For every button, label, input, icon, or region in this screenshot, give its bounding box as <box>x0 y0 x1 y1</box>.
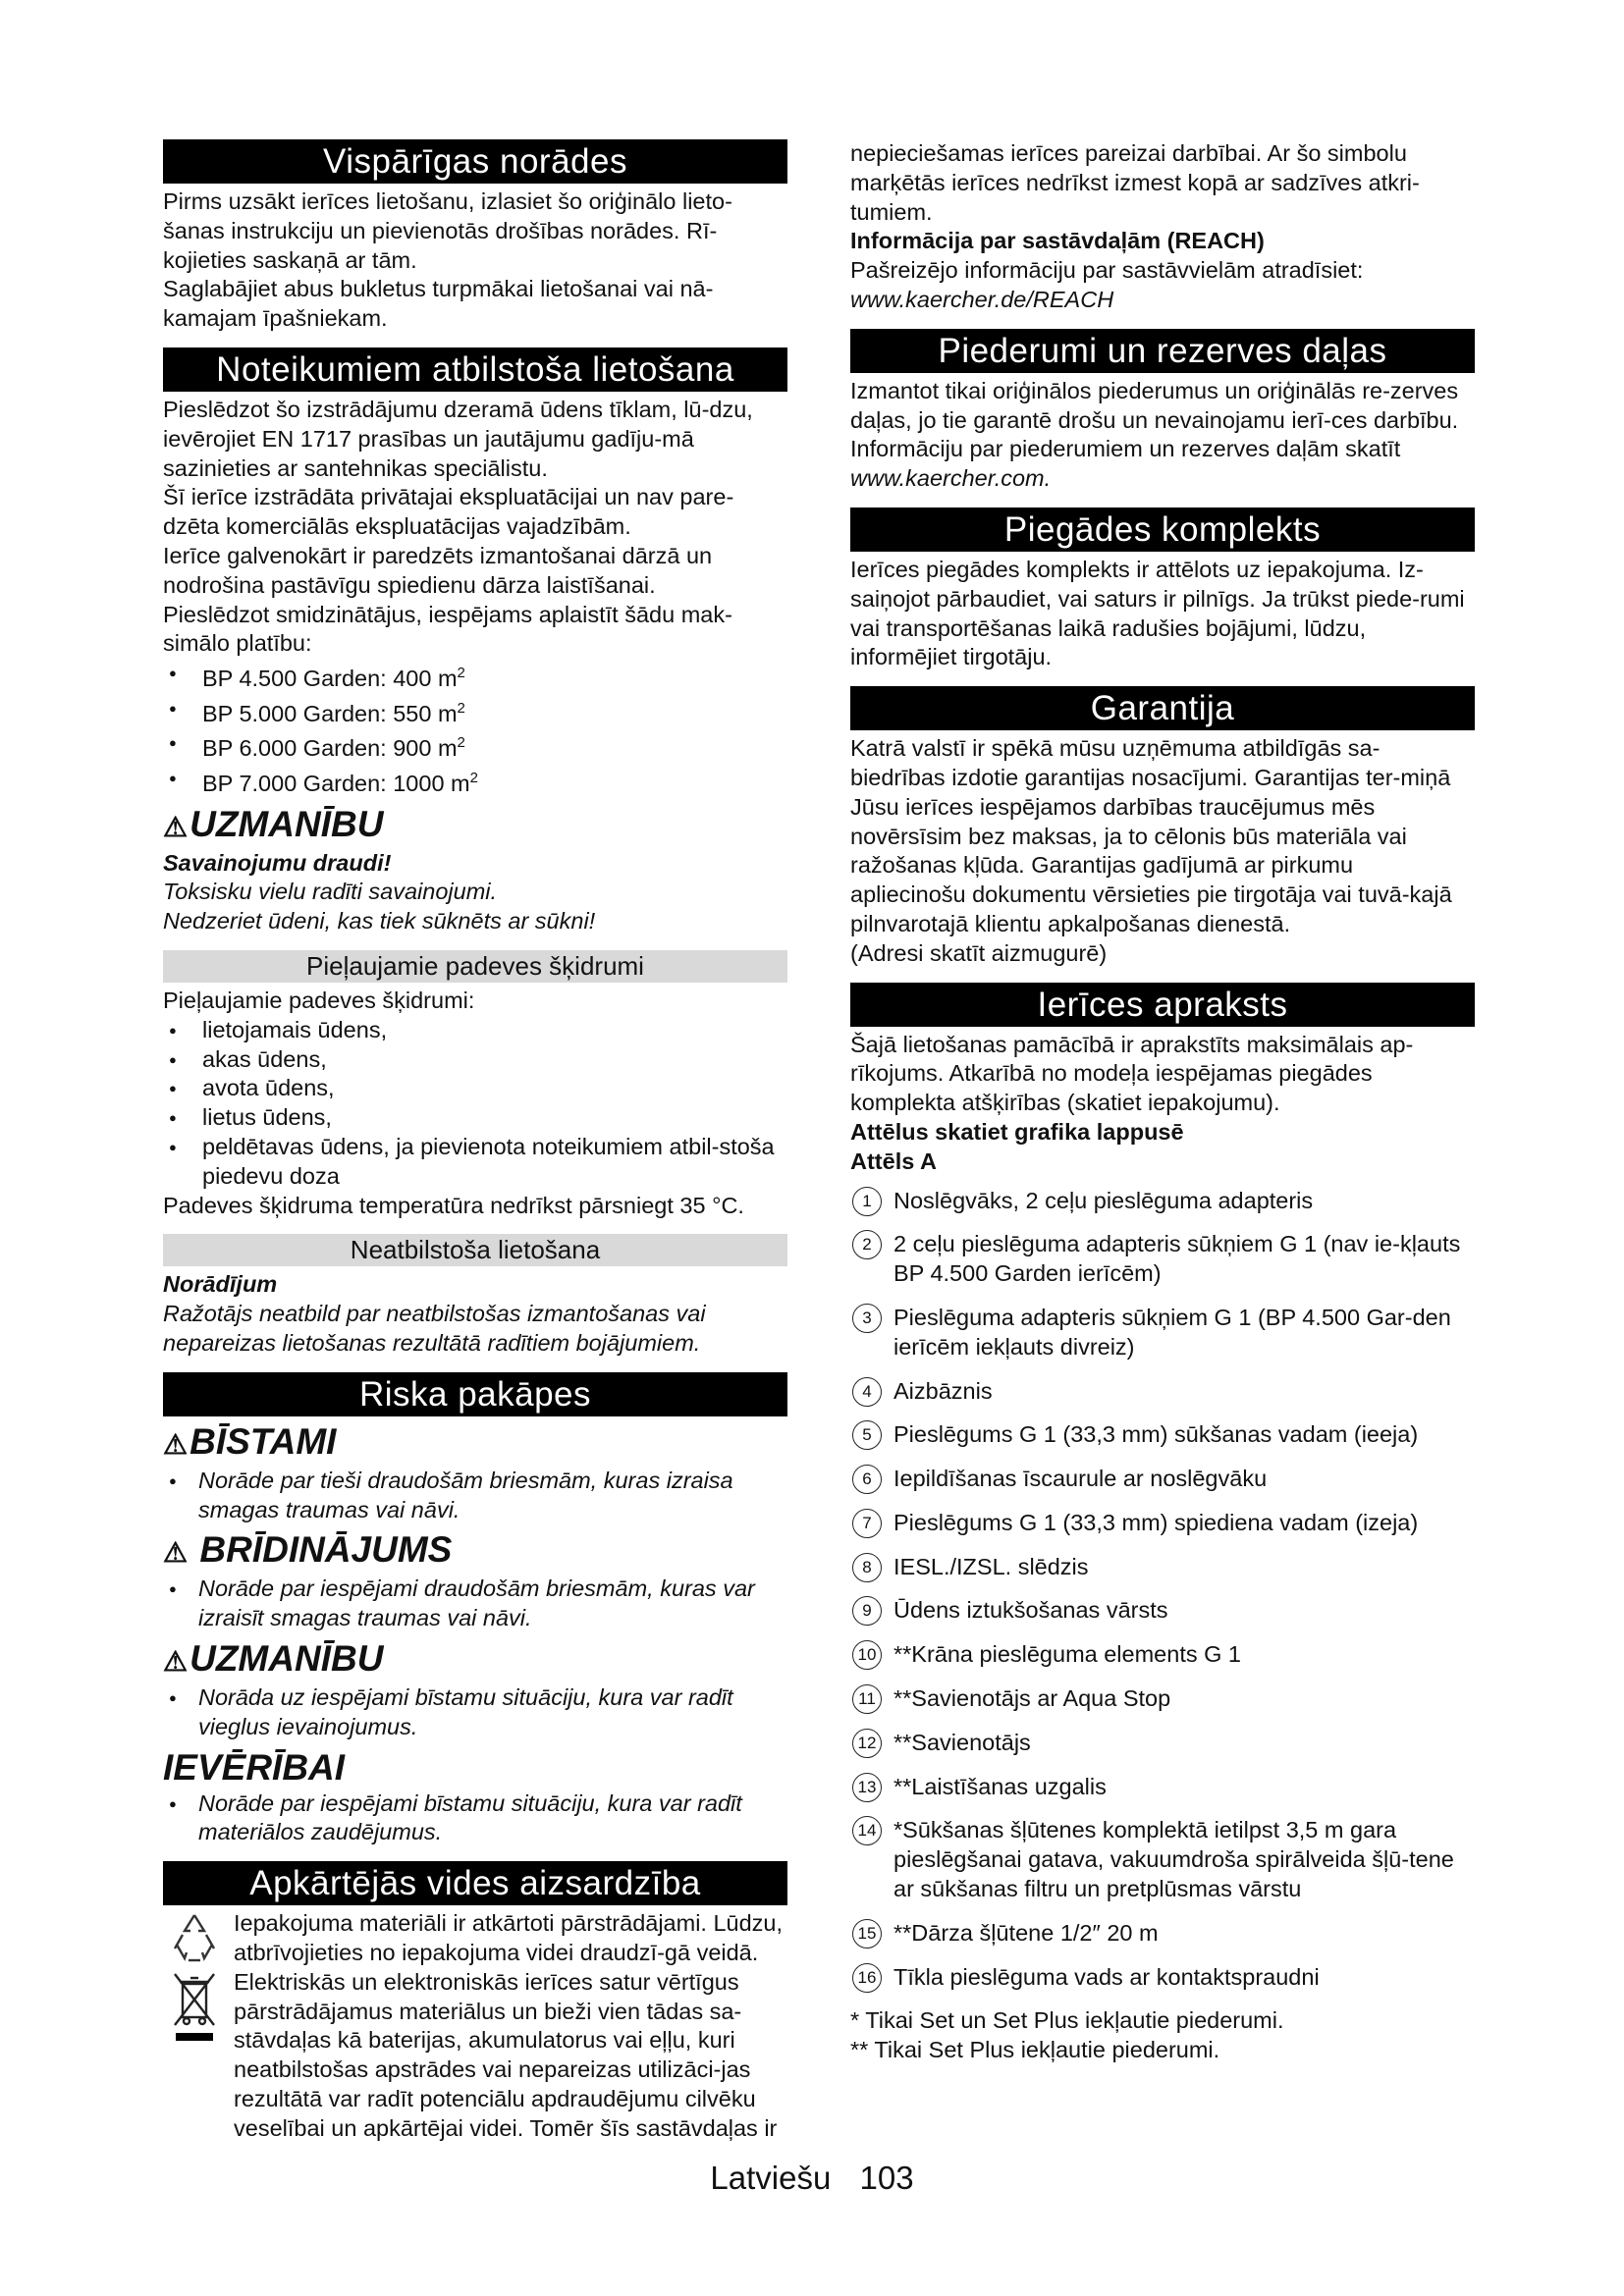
reach-url: www.kaercher.de/REACH <box>850 286 1114 312</box>
accessories-p2: Informāciju par piederumiem un rezerves daļām skatīt <box>850 436 1401 462</box>
crossed-bin-icon <box>163 1970 226 2050</box>
part-number: 7 <box>852 1509 882 1538</box>
heading-environment: Apkārtējās vides aizsardzība <box>163 1861 787 1905</box>
description-text: Šajā lietošanas pamācībā ir aprakstīts maksimālais ap-rīkojums. Atkarībā no modeļa iespējamas piegādes komplekta atšķirības (skatiet iepakojumu). <box>850 1031 1414 1116</box>
danger-label: ⚠BĪSTAMI <box>163 1420 337 1462</box>
improper-use-subtitle: Norādījum <box>163 1271 278 1298</box>
part-number: 12 <box>852 1729 882 1758</box>
list-item: 4 Aizbāznis <box>850 1377 1475 1407</box>
warning-text: ● Norāde par iespējami draudošām briesmām, kuras var izraisīt smagas traumas vai nāvi. <box>163 1575 787 1633</box>
heading-scope-of-delivery: Piegādes komplekts <box>850 507 1475 552</box>
page-number: 103 <box>859 2160 914 2196</box>
intended-use-p2: Šī ierīce izstrādāta privātajai ekspluatācijai un nav pare-dzēta komerciālās ekspluatācijas vajadzībām. <box>163 484 734 540</box>
part-number: 4 <box>852 1377 882 1407</box>
scope-text: Ierīces piegādes komplekts ir attēlots uz iepakojuma. Iz-saiņojot pārbaudiet, vai saturs ir pilnīgs. Ja trūkst piede-rumi vai transportēšanas laikā radušies bojājumi, lūdzu, informējiet tirgotāju. <box>850 556 1465 670</box>
caution-line-1: Toksisku vielu radīti savainojumi. <box>163 879 498 905</box>
env-packaging-text: Iepakojuma materiāli ir atkārtoti pārstrādājami. Lūdzu, atbrīvojieties no iepakojuma videi draudzī-gā veidā. <box>234 1910 784 1965</box>
fluids-intro: Pieļaujamie padeves šķidrumi: <box>163 988 475 1014</box>
list-item: ● avota ūdens, <box>163 1074 787 1103</box>
part-number: 2 <box>852 1230 882 1259</box>
list-item: ● akas ūdens, <box>163 1045 787 1075</box>
warning-triangle-icon: ⚠ <box>163 1428 189 1460</box>
part-number: 10 <box>852 1640 882 1670</box>
list-item: ● BP 7.000 Garden: 1000 $m^2$ <box>163 764 787 799</box>
right-column <box>850 139 1475 2065</box>
reach-text: Pašreizējo informāciju par sastāvvielām atradīsiet: <box>850 257 1364 284</box>
page-footer <box>0 2160 1624 2197</box>
part-number: 6 <box>852 1465 882 1494</box>
part-number: 15 <box>852 1919 882 1949</box>
list-item: 3 Pieslēguma adapteris sūkņiem G 1 (BP 4.500 Gar-den ierīcēm iekļauts divreiz) <box>850 1304 1475 1362</box>
warning-label: ⚠ BRĪDINĀJUMS <box>163 1529 453 1571</box>
notice-label: IEVĒRĪBAI <box>163 1746 346 1788</box>
list-item: ● lietus ūdens, <box>163 1103 787 1133</box>
fluids-temperature: Padeves šķidruma temperatūra nedrīkst pārsniegt 35 °C. <box>163 1192 744 1218</box>
figure-label: Attēls A <box>850 1148 937 1174</box>
general-notes-text: Pirms uzsākt ierīces lietošanu, izlasiet šo oriģinālo lieto-šanas instrukciju un pievienotās drošības norādes. Rī-kojieties saskaņā ar tām. <box>163 188 732 273</box>
list-item: ● BP 5.000 Garden: 550 $m^2$ <box>163 694 787 729</box>
part-number: 3 <box>852 1304 882 1333</box>
heading-device-description: Ierīces apraksts <box>850 983 1475 1027</box>
heading-improper-use: Neatbilstoša lietošana <box>163 1234 787 1266</box>
list-item: 10 **Krāna pieslēguma elements G 1 <box>850 1640 1475 1670</box>
part-number: 5 <box>852 1420 882 1450</box>
reach-title: Informācija par sastāvdaļām (REACH) <box>850 228 1265 254</box>
list-item: 5 Pieslēgums G 1 (33,3 mm) sūkšanas vadam (ieeja) <box>850 1420 1475 1450</box>
part-number: 8 <box>852 1553 882 1582</box>
caution-label: ⚠UZMANĪBU <box>163 803 384 844</box>
figure-reference: Attēlus skatiet grafika lappusē <box>850 1118 1184 1145</box>
part-number: 1 <box>852 1187 882 1216</box>
caution-label-2: ⚠UZMANĪBU <box>163 1638 384 1679</box>
left-column <box>163 139 787 2144</box>
list-item: ● BP 4.500 Garden: 400 $m^2$ <box>163 659 787 694</box>
parts-list <box>850 1187 1475 1993</box>
footer-language: Latviešu <box>710 2160 832 2196</box>
warranty-address: (Adresi skatīt aizmugurē) <box>850 939 1108 966</box>
footnote-set-plus: ** Tikai Set Plus iekļautie piederumi. <box>850 2037 1220 2063</box>
caution-text-2: ● Norāda uz iespējami bīstamu situāciju, kura var radīt vieglus ievainojumus. <box>163 1683 787 1742</box>
list-item: ● BP 6.000 Garden: 900 $m^2$ <box>163 728 787 764</box>
env-continued-text: nepieciešamas ierīces pareizai darbībai. Ar šo simbolu marķētās ierīces nedrīkst izmest kopā ar sadzīves atkri-tumiem. <box>850 140 1420 225</box>
list-item: ● peldētavas ūdens, ja pievienota noteikumiem atbil-stoša piedevu doza <box>163 1133 787 1192</box>
list-item: 15 **Dārza šļūtene 1/2″ 20 m <box>850 1919 1475 1949</box>
heading-risk-levels: Riska pakāpes <box>163 1372 787 1416</box>
intended-use-p3: Ierīce galvenokārt ir paredzēts izmantošanai dārzā un nodrošina pastāvīgu spiedienu dārza laistīšanai. <box>163 542 713 598</box>
danger-text: ● Norāde par tieši draudošām briesmām, kuras izraisa smagas traumas vai nāvi. <box>163 1467 787 1525</box>
list-item: 13 **Laistīšanas uzgalis <box>850 1773 1475 1802</box>
heading-general-notes: Vispārīgas norādes <box>163 139 787 184</box>
list-item: ● lietojamais ūdens, <box>163 1016 787 1045</box>
list-item: 2 2 ceļu pieslēguma adapteris sūkņiem G 1 (nav ie-kļauts BP 4.500 Garden ierīcēm) <box>850 1230 1475 1289</box>
list-item: 16 Tīkla pieslēguma vads ar kontaktspraudni <box>850 1963 1475 1993</box>
footnote-set: * Tikai Set un Set Plus iekļautie piederumi. <box>850 2007 1284 2034</box>
improper-use-text: Ražotājs neatbild par neatbilstošas izmantošanas vai nepareizas lietošanas rezultātā radītiem bojājumiem. <box>163 1301 706 1357</box>
part-number: 9 <box>852 1596 882 1626</box>
part-number: 13 <box>852 1773 882 1802</box>
recycling-icon <box>163 1909 226 1969</box>
list-item: 11 **Savienotājs ar Aqua Stop <box>850 1684 1475 1714</box>
warning-triangle-icon: ⚠ <box>163 1646 189 1677</box>
list-item: 9 Ūdens iztukšošanas vārsts <box>850 1596 1475 1626</box>
accessories-url: www.kaercher.com. <box>850 465 1052 492</box>
list-item: 12 **Savienotājs <box>850 1729 1475 1758</box>
list-item: 1 Noslēgvāks, 2 ceļu pieslēguma adapteris <box>850 1187 1475 1216</box>
list-item: 7 Pieslēgums G 1 (33,3 mm) spiediena vadam (izeja) <box>850 1509 1475 1538</box>
part-number: 14 <box>852 1816 882 1845</box>
notice-text: ● Norāde par iespējami bīstamu situāciju, kura var radīt materiālos zaudējumus. <box>163 1789 787 1848</box>
warranty-text: Katrā valstī ir spēkā mūsu uzņēmuma atbildīgās sa-biedrības izdotie garantijas nosacījumi. Garantijas ter-miņā Jūsu ierīces iespējamos darbības traucējumus mēs novērsīsim bez maksas, ja to cēlonis būs materiāla vai ražošanas kļūda. Garantijas gadījumā ar pirkumu apliecinošu dokumentu vērsieties pie tirgotāja vai tuvā-kajā pilnvarotajā klientu apkalpošanas dienestā. <box>850 735 1452 936</box>
caution-line-2: Nedzeriet ūdeni, kas tiek sūknēts ar sūkni! <box>163 908 596 934</box>
list-item: 8 IESL./IZSL. slēdzis <box>850 1553 1475 1582</box>
env-electronics-text: Elektriskās un elektroniskās ierīces satur vērtīgus pārstrādājamus materiālus un bieži vien tādas sa-stāvdaļas kā baterijas, akumulatorus vai eļļu, kuri neatbilstošas apstrādes vai nepareizas utilizāci-jas rezultātā var radīt potenciālu apdraudējumu cilvēku veselībai un apkārtējai videi. Tomēr šīs sastāvdaļas ir <box>234 1968 778 2141</box>
accessories-p1: Izmantot tikai oriģinālos piederumus un oriģinālās re-zerves daļas, jo tie garantē drošu un nevainojamu ierī-ces darbību. <box>850 377 1459 433</box>
warning-triangle-icon: ⚠ <box>163 811 189 842</box>
heading-intended-use: Noteikumiem atbilstoša lietošana <box>163 347 787 392</box>
warning-triangle-icon: ⚠ <box>163 1537 189 1569</box>
general-notes-keep: Saglabājiet abus bukletus turpmākai lietošanai vai nā-kamajam īpašniekam. <box>163 276 714 332</box>
env-weee-row <box>163 1968 787 2144</box>
part-number: 16 <box>852 1963 882 1993</box>
caution-subtitle: Savainojumu draudi! <box>163 849 392 876</box>
fluids-list <box>163 1016 787 1192</box>
heading-warranty: Garantija <box>850 686 1475 730</box>
intended-use-p4: Pieslēdzot smidzinātājus, iespējams aplaistīt šādu mak-simālo platību: <box>163 601 732 657</box>
heading-permitted-fluids: Pieļaujamie padeves šķidrumi <box>163 950 787 983</box>
list-item: 14 *Sūkšanas šļūtenes komplektā ietilpst 3,5 m gara pieslēgšanai gatava, vakuumdroša spirālveida šļū-tene ar sūkšanas filtru un pretplūsmas vārstu <box>850 1816 1475 1903</box>
env-recycling-row <box>163 1909 787 1968</box>
list-item: 6 Iepildīšanas īscaurule ar noslēgvāku <box>850 1465 1475 1494</box>
intended-use-p1: Pieslēdzot šo izstrādājumu dzeramā ūdens tīklam, lū-dzu, ievērojiet EN 1717 prasības un jautājumu gadīju-mā sazinieties ar santehnikas speciālistu. <box>163 396 753 481</box>
part-number: 11 <box>852 1684 882 1714</box>
heading-accessories: Piederumi un rezerves daļas <box>850 329 1475 373</box>
area-list <box>163 659 787 799</box>
